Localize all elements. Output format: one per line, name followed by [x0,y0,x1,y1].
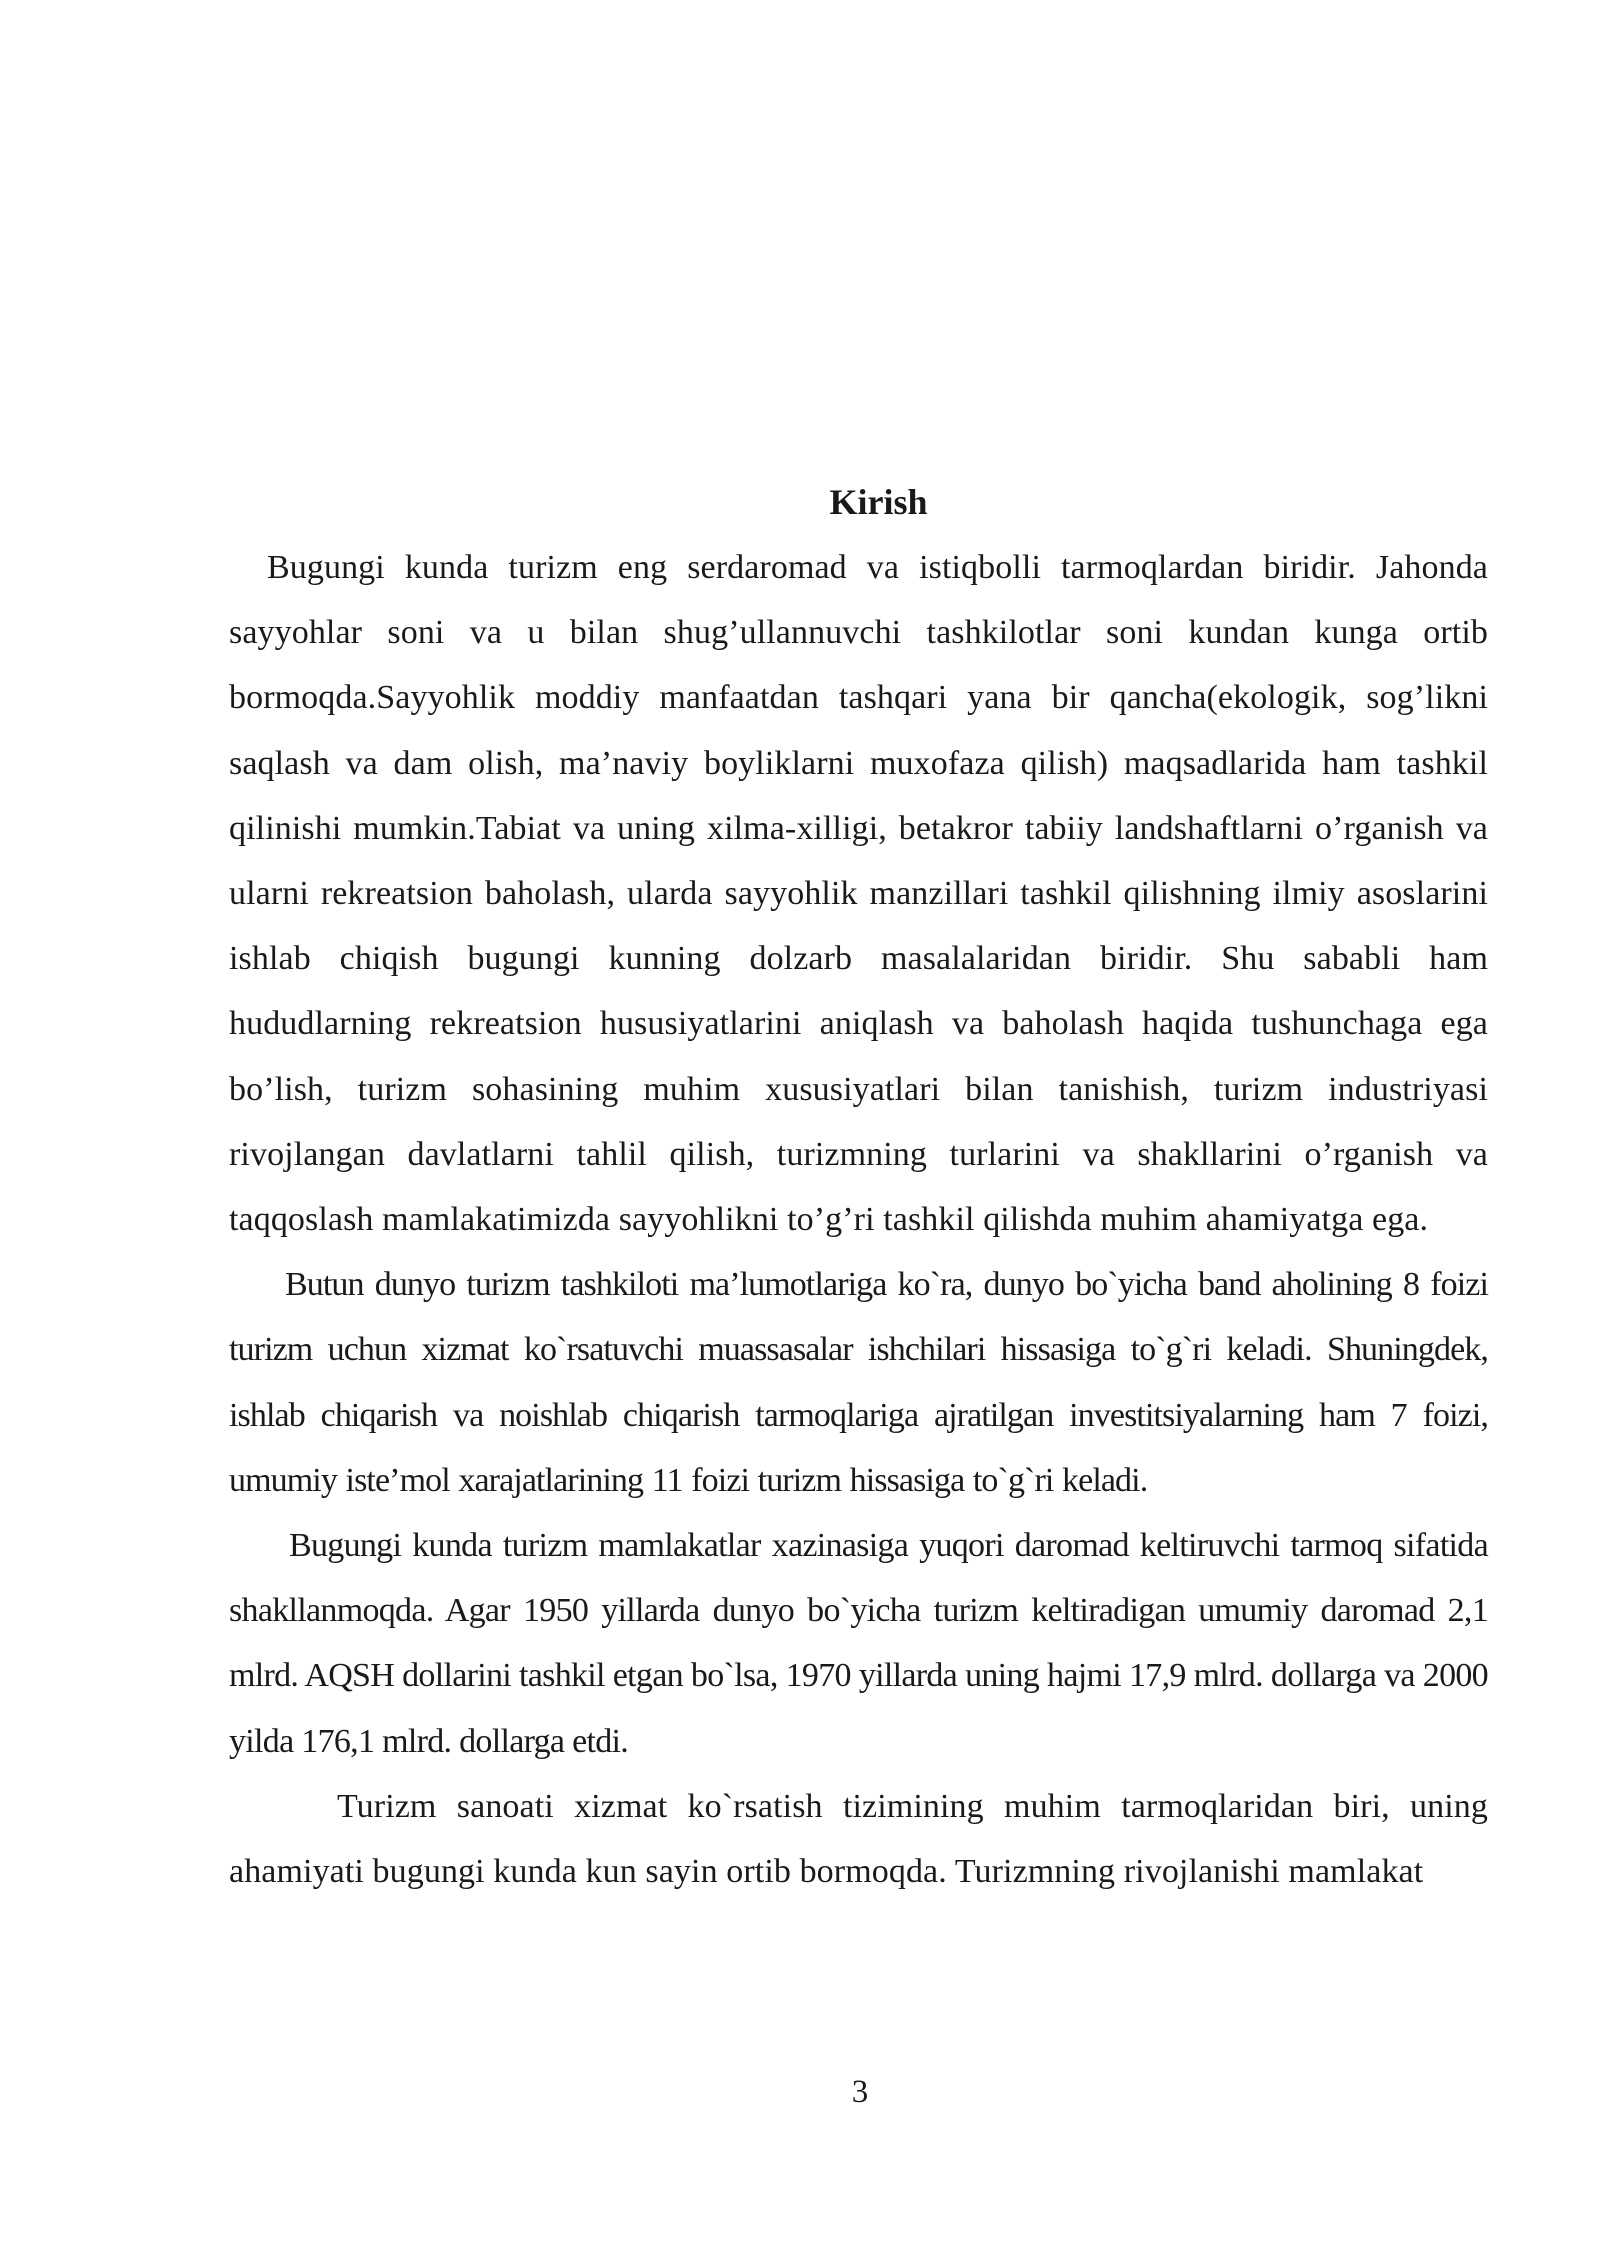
paragraph-1: Bugungi kunda turizm eng serdaromad va istiqbolli tarmoqlardan biridir. Jahonda sayyohlar soni va u bilan shug’ullannuvchi tashkilotlar soni kundan kunga ortib bormoqda.Sayyohlik moddiy manfaatdan tashqari yana bir qancha(ekologik, sog’likni saqlash va dam olish, ma’naviy boyliklarni muxofaza qilish) maqsadlarida ham tashkil qilinishi mumkin.Tabiat va uning xilma-xilligi, betakror tabiiy landshaftlarni o’rganish va ularni rekreatsion baholash, ularda sayyohlik manzillari tashkil qilishning ilmiy asoslarini ishlab chiqish bugungi kunning dolzarb masalalaridan biridir. Shu sababli ham hududlarning rekreatsion hususiyatlarini aniqlash va baholash haqida tushunchaga ega bo’lish, turizm sohasining muhim xususiyatlari bilan tanishish, turizm industriyasi rivojlangan davlatlarni tahlil qilish, turizmning turlarini va shakllarini o’rganish va taqqoslash mamlakatimizda sayyohlikni to’g’ri tashkil qilishda muhim ahamiyatga ega. [229,549,1488,1239]
page-content [229,470,1488,1904]
paragraph-4: Turizm sanoati xizmat ko`rsatish tizimining muhim tarmoqlaridan biri, uning ahamiyati bugungi kunda kun sayin ortib bormoqda. Turizmning rivojlanishi mamlakat [229,1787,1488,1891]
section-title: Kirish [829,482,928,522]
paragraph-3: Bugungi kunda turizm mamlakatlar xazinasiga yuqori daromad keltiruvchi tarmoq sifatida shakllanmoqda. Agar 1950 yillarda dunyo bo`yicha turizm keltiradigan umumiy daromad 2,1 mlrd. AQSH dollarini tashkil etgan bo`lsa, 1970 yillarda uning hajmi 17,9 mlrd. dollarga va 2000 yilda 176,1 mlrd. dollarga etdi. [229,1527,1488,1760]
paragraph-2: Butun dunyo turizm tashkiloti ma’lumotlariga ko`ra, dunyo bo`yicha band aholining 8 foizi turizm uchun xizmat ko`rsatuvchi muassasalar ishchilari hissasiga to`g`ri keladi. Shuningdek, ishlab chiqarish va noishlab chiqarish tarmoqlariga ajratilgan investitsiyalarning ham 7 foizi, umumiy iste’mol xarajatlarining 11 foizi turizm hissasiga to`g`ri keladi. [229,1266,1488,1499]
page-number: 3 [851,2074,869,2110]
